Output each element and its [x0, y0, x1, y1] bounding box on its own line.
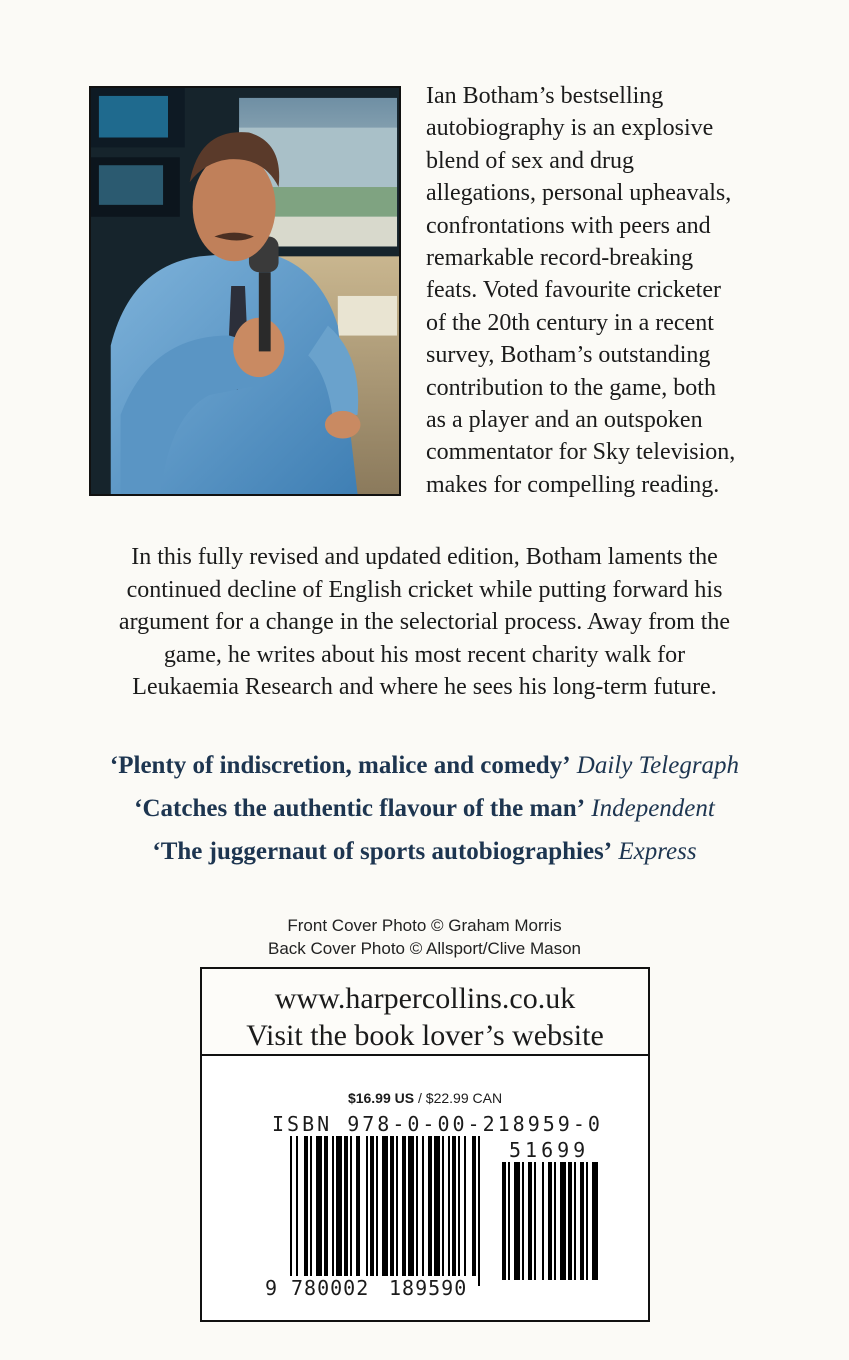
- isbn-text: ISBN 978-0-00-218959-0: [272, 1112, 603, 1136]
- addon-bar: [542, 1162, 544, 1280]
- price-us: $16.99 US: [347, 1090, 415, 1106]
- barcode-bar: [370, 1136, 374, 1276]
- blurb-line: Ian Botham’s bestselling: [426, 83, 664, 109]
- barcode-bar: [310, 1136, 312, 1276]
- paragraph-line: continued decline of English cricket while putting forward his: [126, 576, 723, 603]
- blurb-line: remarkable record-breaking: [426, 245, 694, 272]
- commentator-illustration: [91, 88, 399, 494]
- press-quotes: [0, 744, 849, 873]
- back-cover-credit: Back Cover Photo © Allsport/Clive Mason: [268, 939, 581, 958]
- barcode-bar: [350, 1136, 352, 1276]
- addon-bar: [528, 1162, 532, 1280]
- barcode-bar: [442, 1136, 444, 1276]
- quote-source: Express: [618, 838, 697, 865]
- barcode-bar: [402, 1136, 406, 1276]
- barcode-bar: [422, 1136, 424, 1276]
- blurb-line: blend of sex and drug: [426, 147, 634, 174]
- press-quote: [0, 744, 849, 787]
- addon-bar: [560, 1162, 566, 1280]
- barcode-bar: [458, 1136, 460, 1276]
- ean-right-digits: 189590: [389, 1276, 468, 1300]
- barcode-bar: [296, 1136, 298, 1286]
- ean-first-digit: 9: [265, 1276, 278, 1300]
- price-separator: /: [414, 1090, 426, 1106]
- blurb-line: of the 20th century in a recent: [426, 309, 714, 336]
- barcode-bar: [464, 1136, 466, 1276]
- addon-bar: [586, 1162, 588, 1280]
- barcode-bar: [434, 1136, 440, 1276]
- barcode-bar: [376, 1136, 378, 1276]
- barcode-bar: [332, 1136, 334, 1276]
- barcode-bar: [452, 1136, 456, 1276]
- press-quote: [0, 830, 849, 873]
- quote-text: ‘The juggernaut of sports autobiographies’: [152, 838, 613, 865]
- website-box: [200, 967, 650, 1056]
- website-url[interactable]: www.harpercollins.co.uk: [274, 982, 576, 1015]
- quote-source: Daily Telegraph: [576, 752, 740, 779]
- blurb-line: allegations, personal upheavals,: [426, 180, 732, 207]
- photo-credits: [0, 914, 849, 960]
- barcode-bar: [472, 1136, 476, 1276]
- commentator-photo: [89, 86, 401, 496]
- barcode-bar: [448, 1136, 450, 1276]
- addon-bar: [502, 1162, 506, 1280]
- barcode-bar: [366, 1136, 368, 1276]
- front-cover-credit: Front Cover Photo © Graham Morris: [287, 916, 562, 935]
- quote-text: ‘Catches the authentic flavour of the man’: [134, 795, 586, 822]
- barcode-bar: [356, 1136, 360, 1276]
- blurb-line: contribution to the game, both: [426, 374, 716, 401]
- barcode-bar: [336, 1136, 342, 1276]
- addon-bar: [548, 1162, 552, 1280]
- barcode-bar: [382, 1136, 388, 1276]
- ean-left-digits: 780002: [291, 1276, 370, 1300]
- barcode-bar: [324, 1136, 328, 1276]
- website-tagline: Visit the book lover’s website: [246, 1019, 604, 1052]
- addon-number: 51699: [509, 1138, 590, 1162]
- press-quote: [0, 787, 849, 830]
- paragraph-line: game, he writes about his most recent charity walk for: [163, 641, 686, 668]
- blurb-line: survey, Botham’s outstanding: [426, 342, 711, 369]
- barcode-bar: [416, 1136, 418, 1276]
- barcode-bar: [478, 1136, 480, 1286]
- addon-bar: [580, 1162, 584, 1280]
- edition-paragraph: [40, 541, 809, 704]
- price-can: $22.99 CAN: [425, 1090, 503, 1106]
- barcode-bar: [290, 1136, 292, 1286]
- quote-text: ‘Plenty of indiscretion, malice and comedy’: [109, 752, 571, 779]
- blurb-line: feats. Voted favourite cricketer: [426, 277, 721, 304]
- blurb-paragraph: [426, 80, 826, 501]
- blurb-line: autobiography is an explosive: [426, 115, 714, 142]
- blurb-line: as a player and an outspoken: [426, 407, 703, 434]
- addon-bar: [522, 1162, 524, 1280]
- addon-bar: [508, 1162, 510, 1280]
- barcode-bar: [390, 1136, 394, 1286]
- barcode-bar: [396, 1136, 398, 1276]
- barcode-bar: [304, 1136, 308, 1276]
- addon-bar: [592, 1162, 598, 1280]
- blurb-line: confrontations with peers and: [426, 212, 711, 239]
- addon-bar: [514, 1162, 520, 1280]
- addon-bar: [574, 1162, 576, 1280]
- barcode-box: [200, 1054, 650, 1322]
- quote-source: Independent: [591, 795, 715, 822]
- addon-bar: [534, 1162, 536, 1280]
- paragraph-line: In this fully revised and updated edition, Botham laments the: [131, 544, 718, 570]
- paragraph-line: argument for a change in the selectorial process. Away from the: [118, 609, 731, 635]
- barcode-bar: [316, 1136, 322, 1276]
- blurb-line: makes for compelling reading.: [426, 471, 720, 498]
- barcode-bar: [428, 1136, 432, 1276]
- addon-bar: [568, 1162, 572, 1280]
- paragraph-line: Leukaemia Research and where he sees his long-term future.: [132, 674, 717, 700]
- barcode-bar: [344, 1136, 348, 1276]
- blurb-line: commentator for Sky television,: [426, 439, 736, 466]
- addon-bar: [554, 1162, 556, 1280]
- barcode-bar: [408, 1136, 414, 1276]
